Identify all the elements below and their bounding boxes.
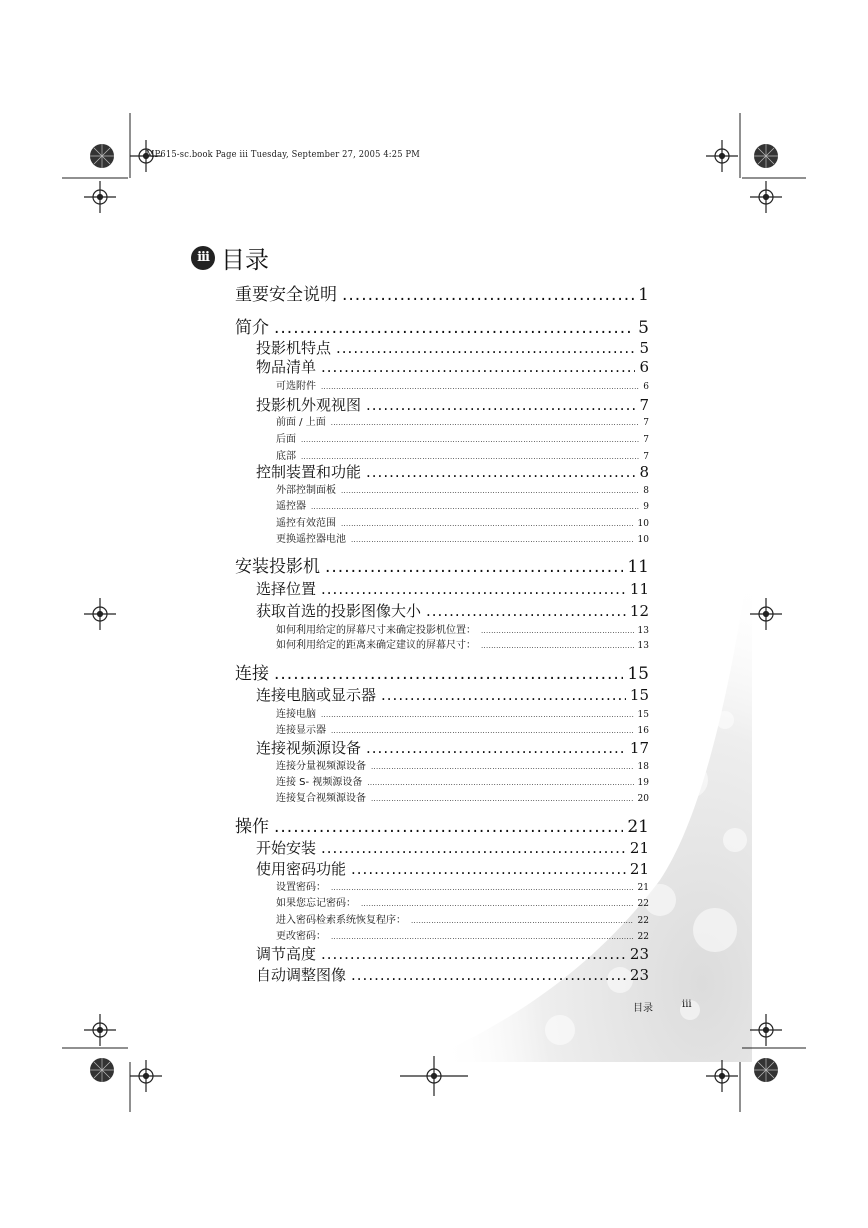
footer-page-number: iii [682,999,692,1010]
toc-leader-dots [351,966,626,984]
toc-entry-level-2[interactable] [256,337,649,356]
page-title [191,240,269,275]
toc-entry-label: 前面 / 上面 [276,417,326,428]
toc-entry-level-2[interactable] [256,356,649,375]
toc-entry-label: 调节高度 [256,945,317,963]
toc-entry-level-3[interactable] [276,911,649,925]
toc-leader-dots [366,463,635,481]
toc-leader-dots [325,557,623,577]
toc-entry-label: 如果您忘记密码： [276,898,356,909]
toc-leader-dots [321,945,626,963]
toc-entry-label: 获取首选的投影图像大小 [256,602,422,620]
toc-entry-label: 进入密码检索系统恢复程序： [276,915,406,926]
toc-entry-label: 后面 [276,434,296,445]
toc-leader-dots [411,917,634,925]
toc-entry-page: 15 [627,664,649,684]
toc-entry-level-2[interactable] [256,394,649,413]
toc-entry-label: 更换遥控器电池 [276,534,346,545]
toc-entry-page: 21 [629,839,649,857]
toc-entry-page: 10 [637,535,649,545]
toc-entry-level-3[interactable] [276,447,649,461]
toc-entry-level-3[interactable] [276,430,649,444]
toc-entry-page: 1 [638,285,649,305]
toc-entry-page: 13 [637,641,649,651]
toc-entry-label: 设置密码： [276,882,326,893]
print-header: MP615-sc.book Page iii Tuesday, September 27, 2005 4:25 PM [146,150,420,160]
toc-entry-label: 可选附件 [276,381,316,392]
toc-entry-level-1[interactable] [235,552,649,576]
toc-entry-label: 如何利用给定的屏幕尺寸来确定投影机位置： [276,625,476,636]
toc-entry-page: 9 [643,502,649,512]
toc-entry-label: 物品清单 [256,358,317,376]
toc-leader-dots [321,711,634,719]
toc-leader-dots [274,664,623,684]
toc-entry-level-2[interactable] [256,943,649,962]
toc-leader-dots [371,763,634,771]
toc-entry-label: 连接 [235,664,269,684]
toc-entry-page: 23 [629,966,649,984]
toc-entry-page: 11 [629,580,649,598]
toc-entry-label: 安装投影机 [235,557,320,577]
toc-entry-level-3[interactable] [276,721,649,735]
toc-entry-page: 20 [637,794,649,804]
toc-entry-page: 16 [637,726,649,736]
toc-entry-page: 5 [639,339,649,357]
toc-leader-dots [321,383,639,391]
toc-leader-dots [331,933,634,941]
toc-entry-page: 7 [639,396,649,414]
toc-entry-label: 底部 [276,451,296,462]
toc-entry-page: 22 [637,899,649,909]
toc-entry-label: 重要安全说明 [235,285,337,305]
toc-entry-level-2[interactable] [256,837,649,856]
toc-entry-label: 连接电脑 [276,709,316,720]
toc-leader-dots [331,419,640,427]
toc-entry-page: 13 [637,626,649,636]
toc-entry-label: 更改密码： [276,931,326,942]
toc-leader-dots [351,536,634,544]
toc-leader-dots [321,580,626,598]
toc-leader-dots [301,453,639,461]
toc-entry-page: 7 [643,418,649,428]
toc-leader-dots [321,358,635,376]
toc-entry-page: 21 [629,860,649,878]
toc-leader-dots [331,727,634,735]
toc-entry-page: 7 [643,452,649,462]
toc-leader-dots [426,602,626,620]
toc-entry-level-3[interactable] [276,705,649,719]
toc-entry-page: 12 [629,602,649,620]
toc-leader-dots [366,739,626,757]
toc-entry-page: 8 [643,486,649,496]
toc-entry-level-3[interactable] [276,413,649,427]
toc-entry-page: 11 [627,557,649,577]
toc-entry-label: 投影机特点 [256,339,332,357]
toc-leader-dots [371,795,634,803]
footer-label: 目录 [633,1003,653,1014]
toc-leader-dots [341,487,639,495]
toc-entry-level-3[interactable] [276,927,649,941]
toc-entry-page: 21 [627,817,649,837]
toc-leader-dots [367,779,633,787]
toc-entry-label: 连接显示器 [276,725,326,736]
toc-entry-level-3[interactable] [276,878,649,892]
toc-entry-label: 自动调整图像 [256,966,347,984]
toc-entry-page: 6 [643,382,649,392]
toc-leader-dots [381,686,626,704]
toc-leader-dots [361,900,634,908]
toc-entry-level-2[interactable] [256,578,649,597]
toc-entry-page: 7 [643,435,649,445]
toc-leader-dots [481,642,634,650]
title-text: 目录 [221,246,269,274]
toc-entry-label: 使用密码功能 [256,860,347,878]
toc-entry-level-3[interactable] [276,789,649,803]
toc-entry-page: 19 [637,778,649,788]
toc-leader-dots [321,839,626,857]
toc-entry-level-2[interactable] [256,858,649,877]
toc-entry-level-2[interactable] [256,461,649,480]
toc-entry-label: 连接 S- 视频源设备 [276,777,363,788]
toc-entry-label: 遥控器 [276,501,306,512]
toc-entry-label: 连接视频源设备 [256,739,362,757]
toc-entry-level-3[interactable] [276,636,649,650]
toc-entry-page: 10 [637,519,649,529]
toc-entry-page: 15 [637,710,649,720]
toc-leader-dots [341,520,634,528]
toc-entry-level-3[interactable] [276,773,649,787]
toc-leader-dots [481,627,634,635]
toc-leader-dots [366,396,635,414]
toc-entry-label: 控制装置和功能 [256,463,362,481]
toc-entry-page: 6 [639,358,649,376]
toc-entry-page: 22 [637,916,649,926]
roman-numeral-badge: iii [191,246,215,270]
toc-entry-label: 连接分量视频源设备 [276,761,366,772]
toc-entry-page: 22 [637,932,649,942]
toc-entry-level-2[interactable] [256,737,649,756]
toc-entry-page: 17 [629,739,649,757]
toc-leader-dots [311,503,639,511]
toc-entry-level-2[interactable] [256,600,649,619]
toc-entry-level-3[interactable] [276,894,649,908]
toc-entry-level-1[interactable] [235,280,649,304]
toc-entry-page: 15 [629,686,649,704]
toc-entry-level-2[interactable] [256,684,649,703]
toc-entry-level-3[interactable] [276,757,649,771]
toc-entry-page: 18 [637,762,649,772]
toc-leader-dots [351,860,626,878]
toc-entry-page: 8 [639,463,649,481]
toc-entry-label: 外部控制面板 [276,485,336,496]
toc-leader-dots [331,884,634,892]
toc-entry-page: 23 [629,945,649,963]
toc-entry-level-3[interactable] [276,621,649,635]
toc-entry-label: 投影机外观视图 [256,396,362,414]
toc-entry-label: 连接复合视频源设备 [276,793,366,804]
toc-entry-level-1[interactable] [235,812,649,836]
toc-entry-label: 选择位置 [256,580,317,598]
toc-entry-level-3[interactable] [276,497,649,511]
toc-entry-label: 开始安装 [256,839,317,857]
toc-entry-level-3[interactable] [276,530,649,544]
toc-entry-level-3[interactable] [276,377,649,391]
toc-leader-dots [336,339,635,357]
toc-entry-level-1[interactable] [235,313,649,337]
toc-entry-label: 操作 [235,817,269,837]
toc-entry-level-2[interactable] [256,964,649,983]
toc-leader-dots [342,285,634,305]
toc-entry-label: 简介 [235,318,269,338]
toc-entry-page: 21 [637,883,649,893]
toc-entry-level-3[interactable] [276,481,649,495]
toc-leader-dots [274,318,634,338]
toc-entry-label: 遥控有效范围 [276,518,336,529]
toc-entry-level-3[interactable] [276,514,649,528]
toc-leader-dots [301,436,639,444]
toc-entry-page: 5 [638,318,649,338]
toc-entry-level-1[interactable] [235,659,649,683]
toc-entry-label: 连接电脑或显示器 [256,686,377,704]
toc-entry-label: 如何利用给定的距离来确定建议的屏幕尺寸： [276,640,476,651]
toc-leader-dots [274,817,623,837]
